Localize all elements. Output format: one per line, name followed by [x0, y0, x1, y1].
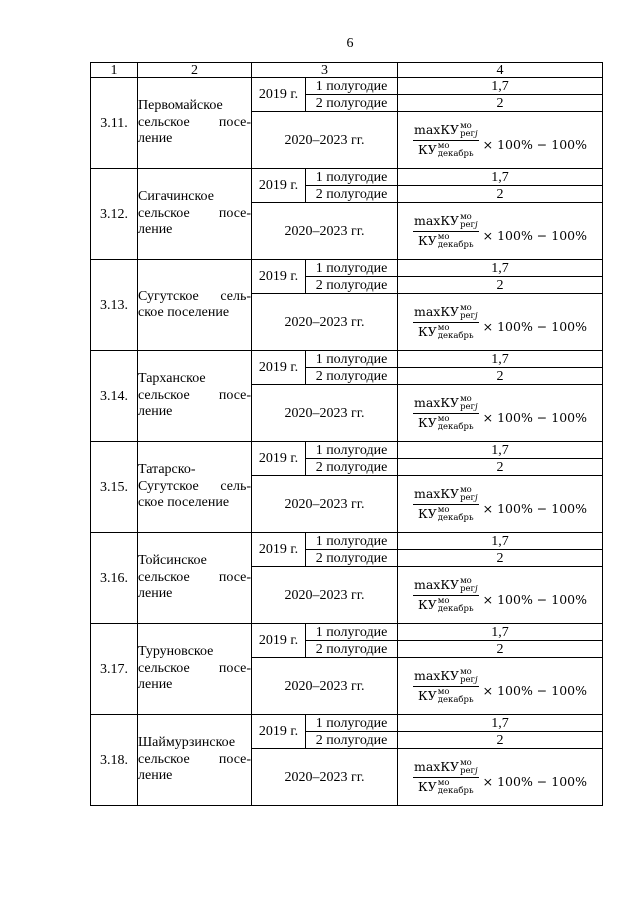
formula-tail: × 100% − 100%: [482, 319, 587, 334]
formula-numerator-sup: мо: [460, 393, 472, 404]
formula-denominator-scripts: [438, 506, 474, 523]
formula-denominator-sub: декабрь: [437, 331, 474, 341]
table-body: [91, 63, 603, 806]
formula-denominator-main: КУ: [418, 142, 437, 157]
settlement-name: [138, 624, 252, 715]
half-year-1: 1 полугодие: [306, 624, 398, 641]
header-col-2: 2: [138, 63, 252, 78]
header-col-1: 1: [91, 63, 138, 78]
formula-cell: [398, 112, 603, 169]
formula-numerator-sub: [460, 767, 478, 776]
formula-denominator-sub: декабрь: [437, 786, 474, 796]
formula-cell: [398, 476, 603, 533]
formula-fraction: [413, 668, 479, 705]
period-cell: 2020–2023 гг.: [252, 658, 398, 715]
formula-denominator-scripts: [438, 415, 474, 432]
value-half-year-1: 1,7: [398, 533, 603, 550]
header-col-3: 3: [252, 63, 398, 78]
row-code: 3.18.: [91, 715, 138, 806]
settlement-name-line: ление: [138, 768, 173, 784]
settlement-name: [138, 533, 252, 624]
settlement-name-line: сельское посе-: [138, 751, 251, 767]
settlement-name-line: ление: [138, 404, 173, 420]
coefficients-table: [90, 62, 603, 806]
formula-numerator-sup: мо: [460, 484, 472, 495]
half-year-2: 2 полугодие: [306, 186, 398, 203]
formula-denominator-scripts: [438, 142, 474, 159]
formula-numerator-scripts: [460, 304, 478, 321]
formula-denominator-main: КУ: [418, 415, 437, 430]
formula-numerator-sub: [460, 130, 478, 139]
period-cell: 2020–2023 гг.: [252, 749, 398, 806]
settlement-name-line: ление: [138, 131, 173, 147]
half-year-2: 2 полугодие: [306, 732, 398, 749]
settlement-name-line: Татарско-: [138, 462, 196, 478]
formula-denominator-main: КУ: [418, 688, 437, 703]
formula-denominator-sup: мо: [437, 777, 450, 788]
formula-denominator-scripts: [438, 779, 474, 796]
half-year-1: 1 полугодие: [306, 442, 398, 459]
formula-numerator-sup: мо: [460, 575, 472, 586]
settlement-name: [138, 351, 252, 442]
year-cell: 2019 г.: [252, 169, 306, 203]
formula-denominator: [413, 141, 479, 159]
value-half-year-1: 1,7: [398, 442, 603, 459]
formula-numerator: [413, 122, 479, 141]
value-half-year-1: 1,7: [398, 715, 603, 732]
period-cell: 2020–2023 гг.: [252, 567, 398, 624]
formula-tail: × 100% − 100%: [482, 228, 587, 243]
formula-denominator-main: КУ: [418, 506, 437, 521]
percent-formula: [398, 122, 602, 159]
settlement-name-line: Сугутское сель-: [138, 478, 251, 494]
formula-numerator-sub-index: j: [475, 766, 478, 776]
formula-denominator-scripts: [438, 597, 474, 614]
year-cell: 2019 г.: [252, 533, 306, 567]
formula-denominator-sub: декабрь: [437, 695, 474, 705]
settlement-name-line: Первомайское: [138, 98, 223, 114]
formula-denominator-sup: мо: [437, 504, 450, 515]
table-row: [91, 624, 603, 641]
formula-numerator-main: maxКУ: [414, 122, 460, 137]
percent-formula: [398, 213, 602, 250]
settlement-name-line: Туруновское: [138, 644, 214, 660]
half-year-2: 2 полугодие: [306, 368, 398, 385]
formula-numerator-sub-text: рег: [460, 220, 475, 230]
formula-numerator: [413, 759, 479, 778]
formula-denominator-sup: мо: [437, 140, 450, 151]
formula-fraction: [413, 213, 479, 250]
formula-denominator-sub: декабрь: [437, 422, 474, 432]
year-cell: 2019 г.: [252, 260, 306, 294]
formula-fraction: [413, 122, 479, 159]
formula-denominator-main: КУ: [418, 779, 437, 794]
formula-numerator: [413, 486, 479, 505]
row-code: 3.11.: [91, 78, 138, 169]
period-cell: 2020–2023 гг.: [252, 112, 398, 169]
formula-numerator-sup: мо: [460, 302, 472, 313]
formula-fraction: [413, 486, 479, 523]
value-half-year-2: 2: [398, 550, 603, 567]
settlement-name: [138, 442, 252, 533]
value-half-year-2: 2: [398, 368, 603, 385]
formula-numerator-main: maxКУ: [414, 213, 460, 228]
formula-numerator: [413, 668, 479, 687]
formula-numerator: [413, 304, 479, 323]
value-half-year-1: 1,7: [398, 260, 603, 277]
row-code: 3.15.: [91, 442, 138, 533]
half-year-1: 1 полугодие: [306, 533, 398, 550]
year-cell: 2019 г.: [252, 78, 306, 112]
formula-fraction: [413, 395, 479, 432]
formula-numerator-sup: мо: [460, 120, 472, 131]
year-cell: 2019 г.: [252, 442, 306, 476]
formula-numerator-sub: [460, 403, 478, 412]
value-half-year-2: 2: [398, 641, 603, 658]
formula-numerator-sub-text: рег: [460, 493, 475, 503]
formula-cell: [398, 567, 603, 624]
header-col-4: 4: [398, 63, 603, 78]
half-year-1: 1 полугодие: [306, 260, 398, 277]
formula-cell: [398, 385, 603, 442]
formula-denominator: [413, 505, 479, 523]
value-half-year-1: 1,7: [398, 169, 603, 186]
formula-numerator: [413, 213, 479, 232]
percent-formula: [398, 304, 602, 341]
formula-numerator-sub: [460, 494, 478, 503]
formula-numerator-sub-text: рег: [460, 584, 475, 594]
settlement-name-line: Шаймурзинское: [138, 735, 236, 751]
formula-denominator-sup: мо: [437, 686, 450, 697]
percent-formula: [398, 759, 602, 796]
value-half-year-2: 2: [398, 459, 603, 476]
formula-numerator-scripts: [460, 213, 478, 230]
formula-denominator-sup: мо: [437, 595, 450, 606]
settlement-name-line: ление: [138, 677, 173, 693]
formula-numerator-main: maxКУ: [414, 486, 460, 501]
half-year-2: 2 полугодие: [306, 459, 398, 476]
formula-denominator-main: КУ: [418, 233, 437, 248]
formula-tail: × 100% − 100%: [482, 592, 587, 607]
value-half-year-1: 1,7: [398, 351, 603, 368]
year-cell: 2019 г.: [252, 715, 306, 749]
settlement-name-line: Сигачинское: [138, 189, 214, 205]
formula-numerator-main: maxКУ: [414, 577, 460, 592]
settlement-name-line: Сугутское сель-: [138, 288, 251, 304]
settlement-name: [138, 715, 252, 806]
settlement-name-line: сельское посе-: [138, 387, 251, 403]
formula-tail: × 100% − 100%: [482, 683, 587, 698]
formula-numerator-sub-index: j: [475, 402, 478, 412]
formula-numerator-sub-text: рег: [460, 311, 475, 321]
formula-numerator-sub-index: j: [475, 129, 478, 139]
formula-tail: × 100% − 100%: [482, 410, 587, 425]
period-cell: 2020–2023 гг.: [252, 203, 398, 260]
formula-numerator-scripts: [460, 668, 478, 685]
formula-numerator-sub-index: j: [475, 220, 478, 230]
half-year-1: 1 полугодие: [306, 715, 398, 732]
value-half-year-2: 2: [398, 186, 603, 203]
formula-denominator-sup: мо: [437, 231, 450, 242]
formula-numerator-sub: [460, 312, 478, 321]
half-year-2: 2 полугодие: [306, 95, 398, 112]
formula-denominator: [413, 778, 479, 796]
formula-denominator-scripts: [438, 233, 474, 250]
formula-numerator-sub-index: j: [475, 311, 478, 321]
table-row: [91, 78, 603, 95]
percent-formula: [398, 486, 602, 523]
formula-denominator-sub: декабрь: [437, 149, 474, 159]
formula-numerator-scripts: [460, 577, 478, 594]
half-year-1: 1 полугодие: [306, 351, 398, 368]
formula-cell: [398, 294, 603, 351]
half-year-1: 1 полугодие: [306, 169, 398, 186]
page-number: 6: [346, 36, 354, 51]
formula-numerator-scripts: [460, 122, 478, 139]
formula-numerator-sub-text: рег: [460, 675, 475, 685]
formula-denominator-scripts: [438, 324, 474, 341]
table-row: [91, 351, 603, 368]
settlement-name-line: сельское посе-: [138, 114, 251, 130]
formula-fraction: [413, 577, 479, 614]
year-cell: 2019 г.: [252, 624, 306, 658]
formula-numerator-sup: мо: [460, 757, 472, 768]
half-year-2: 2 полугодие: [306, 641, 398, 658]
row-code: 3.12.: [91, 169, 138, 260]
table-row: [91, 442, 603, 459]
value-half-year-2: 2: [398, 95, 603, 112]
formula-denominator-sub: декабрь: [437, 513, 474, 523]
formula-numerator-sub-index: j: [475, 493, 478, 503]
value-half-year-1: 1,7: [398, 624, 603, 641]
settlement-name-line: сельское посе-: [138, 205, 251, 221]
settlement-name-line: ление: [138, 222, 173, 238]
period-cell: 2020–2023 гг.: [252, 476, 398, 533]
formula-denominator: [413, 232, 479, 250]
settlement-name-line: ское поселение: [138, 305, 230, 320]
formula-numerator: [413, 395, 479, 414]
value-half-year-2: 2: [398, 732, 603, 749]
formula-fraction: [413, 304, 479, 341]
formula-denominator: [413, 687, 479, 705]
formula-numerator-main: maxКУ: [414, 395, 460, 410]
formula-numerator-sup: мо: [460, 666, 472, 677]
formula-cell: [398, 749, 603, 806]
row-code: 3.16.: [91, 533, 138, 624]
value-half-year-2: 2: [398, 277, 603, 294]
formula-tail: × 100% − 100%: [482, 501, 587, 516]
formula-denominator: [413, 323, 479, 341]
year-cell: 2019 г.: [252, 351, 306, 385]
half-year-2: 2 полугодие: [306, 550, 398, 567]
formula-denominator: [413, 596, 479, 614]
settlement-name: [138, 169, 252, 260]
settlement-name-line: ское поселение: [138, 495, 230, 511]
formula-denominator-sub: декабрь: [437, 240, 474, 250]
formula-numerator-scripts: [460, 486, 478, 503]
formula-denominator-sup: мо: [437, 322, 450, 333]
formula-numerator-sub: [460, 221, 478, 230]
formula-denominator-sub: декабрь: [437, 604, 474, 614]
table-row: [91, 533, 603, 550]
formula-denominator: [413, 414, 479, 432]
settlement-name-line: ление: [138, 586, 173, 602]
period-cell: 2020–2023 гг.: [252, 385, 398, 442]
row-code: 3.13.: [91, 260, 138, 351]
formula-numerator-sub-index: j: [475, 584, 478, 594]
formula-numerator-sub-text: рег: [460, 766, 475, 776]
row-code: 3.14.: [91, 351, 138, 442]
settlement-name-line: Тарханское: [138, 371, 206, 387]
formula-numerator-sub-index: j: [475, 675, 478, 685]
settlement-name-line: сельское посе-: [138, 569, 251, 585]
formula-numerator-sub: [460, 676, 478, 685]
row-code: 3.17.: [91, 624, 138, 715]
percent-formula: [398, 395, 602, 432]
table-row: [91, 715, 603, 732]
formula-numerator-scripts: [460, 759, 478, 776]
formula-numerator-main: maxКУ: [414, 759, 460, 774]
formula-fraction: [413, 759, 479, 796]
table-row: [91, 169, 603, 186]
header-row: [91, 63, 603, 78]
table-row: [91, 260, 603, 277]
formula-numerator-sup: мо: [460, 211, 472, 222]
formula-tail: × 100% − 100%: [482, 774, 587, 789]
half-year-1: 1 полугодие: [306, 78, 398, 95]
formula-cell: [398, 658, 603, 715]
half-year-2: 2 полугодие: [306, 277, 398, 294]
formula-numerator-main: maxКУ: [414, 668, 460, 683]
settlement-name-line: Тойсинское: [138, 553, 207, 569]
settlement-name: [138, 260, 252, 351]
formula-numerator: [413, 577, 479, 596]
formula-cell: [398, 203, 603, 260]
formula-numerator-scripts: [460, 395, 478, 412]
formula-tail: × 100% − 100%: [482, 137, 587, 152]
formula-numerator-sub-text: рег: [460, 129, 475, 139]
formula-denominator-scripts: [438, 688, 474, 705]
period-cell: 2020–2023 гг.: [252, 294, 398, 351]
value-half-year-1: 1,7: [398, 78, 603, 95]
percent-formula: [398, 668, 602, 705]
formula-denominator-main: КУ: [418, 597, 437, 612]
formula-numerator-sub: [460, 585, 478, 594]
formula-denominator-sup: мо: [437, 413, 450, 424]
percent-formula: [398, 577, 602, 614]
formula-denominator-main: КУ: [418, 324, 437, 339]
formula-numerator-main: maxКУ: [414, 304, 460, 319]
settlement-name: [138, 78, 252, 169]
formula-numerator-sub-text: рег: [460, 402, 475, 412]
settlement-name-line: сельское посе-: [138, 660, 251, 676]
